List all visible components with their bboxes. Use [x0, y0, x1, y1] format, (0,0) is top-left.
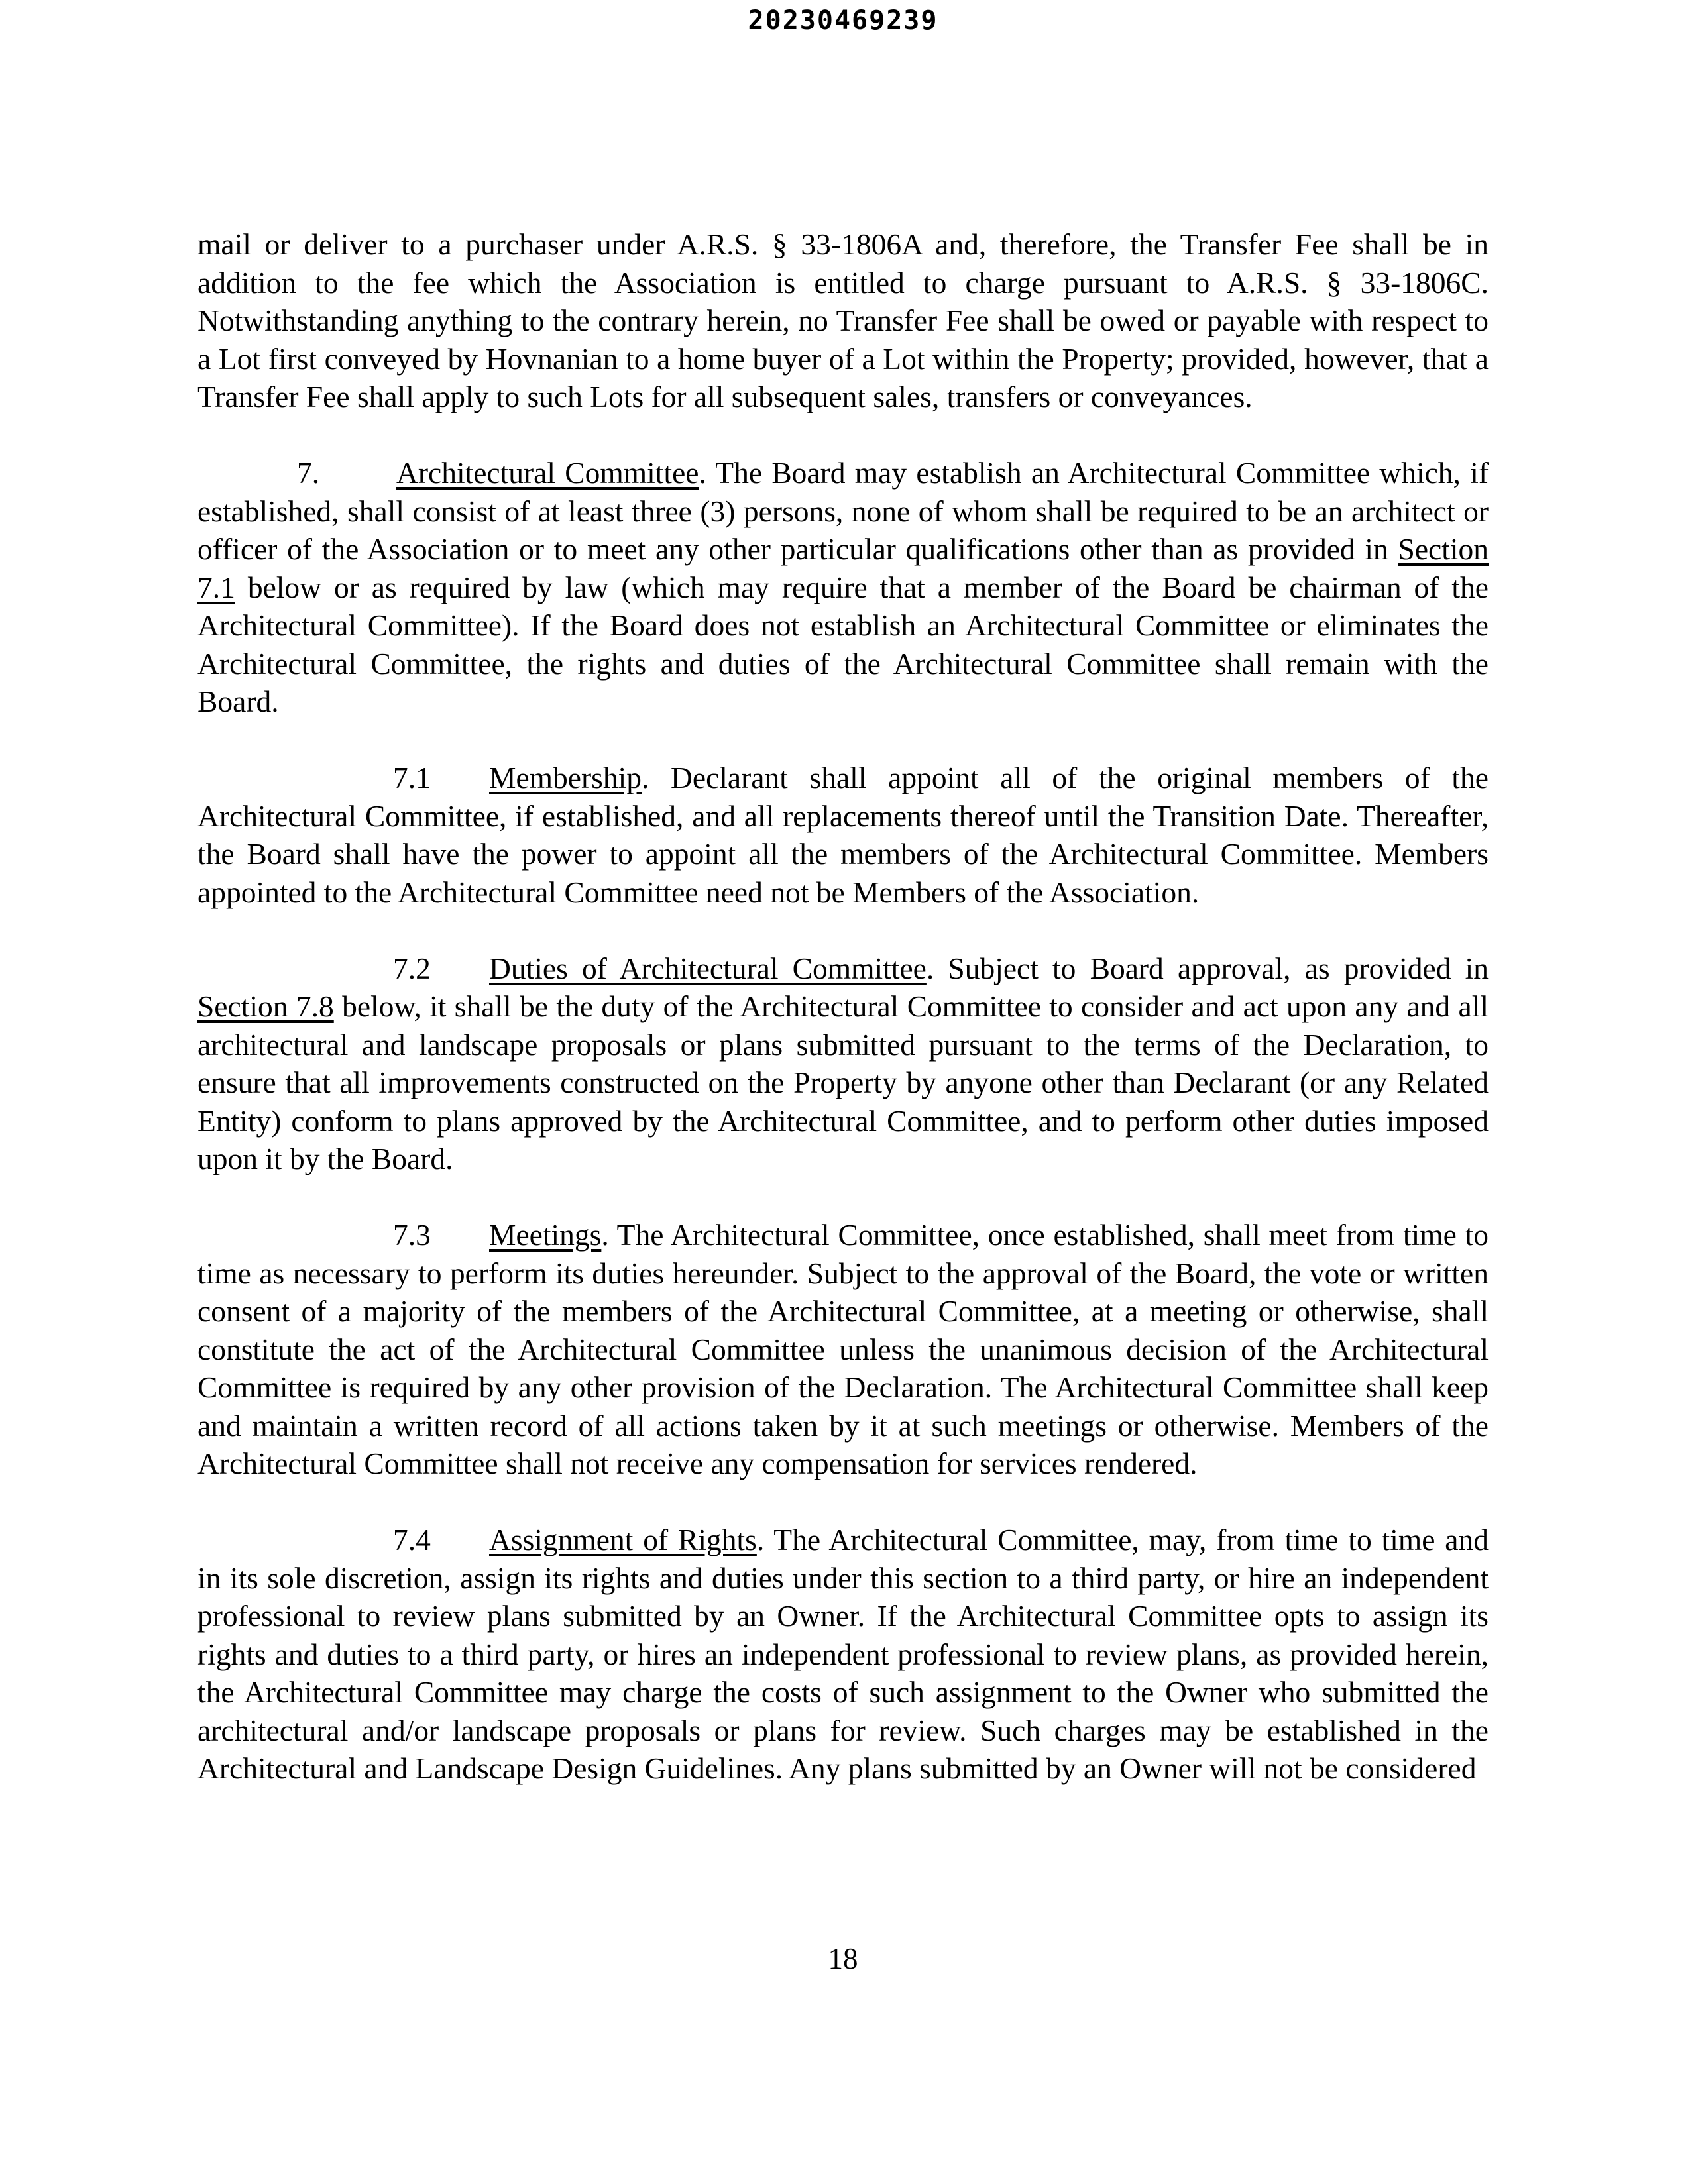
section-text: . Declarant shall appoint all of the original members of the Architectural Committee, if established, and all replacements thereof until the Transition Date. Thereafter, the Board shall have the power to appoint all the members of the Architectural Committee. Members appointed to the Architectural Committee need not be Members of the Association.	[197, 761, 1489, 909]
section-heading: Membership	[489, 761, 642, 794]
section-reference: Section 7.1	[197, 532, 1489, 604]
section-reference: Section 7.8	[197, 989, 334, 1023]
section-text: . The Architectural Committee, once established, shall meet from time to time as necessary to perform its duties hereunder. Subject to the approval of the Board, the vote or written consent of a majority of the members of the Architectural Committee, at a meeting or otherwise, shall constitute the act of the Architectural Committee unless the unanimous decision of the Architectural Committee is required by any other provision of the Declaration. The Architectural Committee shall keep and maintain a written record of all actions taken by it at such meetings or otherwise. Members of the Architectural Committee shall not receive any compensation for services rendered.	[197, 1218, 1489, 1480]
section-number: 7.3	[393, 1218, 431, 1252]
section-text: . The Architectural Committee, may, from time to time and in its sole discretion, assign its rights and duties under this section to a third party, or hire an independent professional to review plans submitted by an Owner. If the Architectural Committee opts to assign its rights and duties to a third party, or hires an independent professional to review plans, as provided herein, the Architectural Committee may charge the costs of such assignment to the Owner who submitted the architectural and/or landscape proposals or plans for review. Such charges may be established in the Architectural and Landscape Design Guidelines. Any plans submitted by an Owner will not be considered	[197, 1523, 1489, 1785]
section-text: . Subject to Board approval, as provided in	[926, 951, 1489, 985]
section-heading: Meetings	[489, 1218, 602, 1252]
section-number: 7.1	[393, 761, 431, 794]
section-number: 7.2	[393, 951, 431, 985]
section-heading: Architectural Committee	[396, 456, 699, 490]
section-heading: Duties of Architectural Committee	[489, 951, 927, 985]
section-text: . The Board may establish an Architectural Committee which, if established, shall consist of at least three (3) persons, none of whom shall be required to be an architect or officer of the Association or to meet any other particular qualifications other than as provided in	[197, 456, 1489, 566]
section-number: 7.	[297, 456, 320, 490]
section-number: 7.4	[393, 1523, 431, 1556]
section-heading: Assignment of Rights	[489, 1523, 757, 1556]
section-7	[197, 454, 1489, 721]
page-number: 18	[828, 1942, 858, 1975]
paragraph-continued	[197, 225, 1489, 416]
section-7-3	[197, 1216, 1489, 1483]
section-7-2	[197, 950, 1489, 1178]
section-7-1	[197, 759, 1489, 911]
document-body	[197, 225, 1489, 1826]
section-7-4	[197, 1521, 1489, 1788]
section-text: below or as required by law (which may require that a member of the Board be chairman of the Architectural Committee). If the Board does not establish an Architectural Committee or eliminates the Architectural Committee, the rights and duties of the Architectural Committee shall remain with the Board.	[197, 570, 1489, 718]
paragraph-text: mail or deliver to a purchaser under A.R.S. § 33-1806A and, therefore, the Transfer Fee shall be in addition to the fee which the Association is entitled to charge pursuant to A.R.S. § 33-1806C. Notwithstanding anything to the contrary herein, no Transfer Fee shall be owed or payable with respect to a Lot first conveyed by Hovnanian to a home buyer of a Lot within the Property; provided, however, that a Transfer Fee shall apply to such Lots for all subsequent sales, transfers or conveyances.	[197, 227, 1489, 413]
section-text: below, it shall be the duty of the Architectural Committee to consider and act upon any and all architectural and landscape proposals or plans submitted pursuant to the terms of the Declaration, to ensure that all improvements constructed on the Property by anyone other than Declarant (or any Related Entity) conform to plans approved by the Architectural Committee, and to perform other duties imposed upon it by the Board.	[197, 989, 1489, 1175]
recording-number: 20230469239	[748, 5, 938, 36]
